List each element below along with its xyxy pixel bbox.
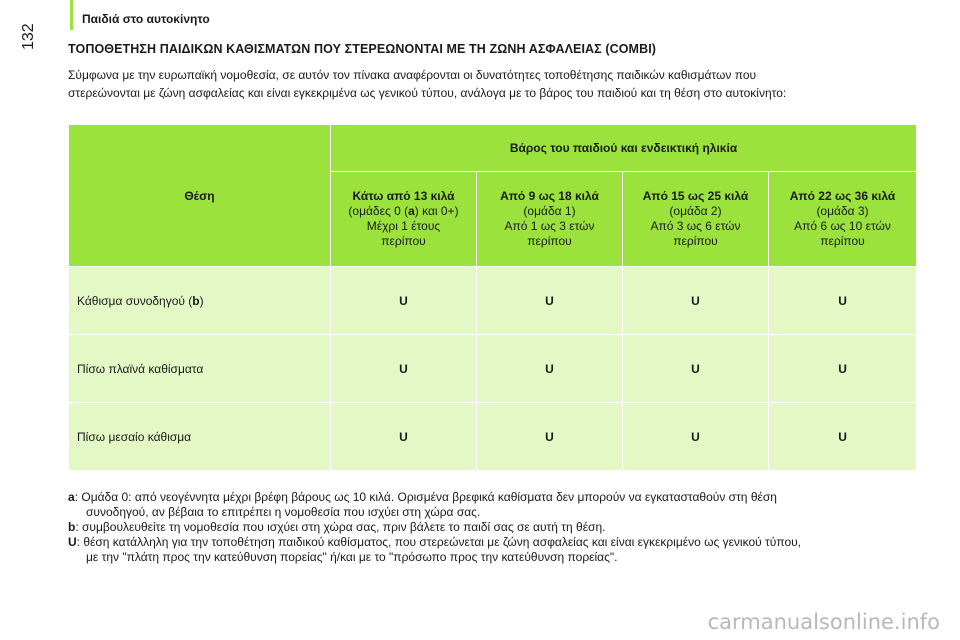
section-title: Παιδιά στο αυτοκίνητο [82,12,210,26]
footnote-u: U: θέση κατάλληλη για την τοποθέτηση παιδικού καθίσματος, που στερεώνεται με ζώνη ασφαλείας και είναι εγκεκριμένο ως γενικού τύπου, με την "πλάτη προς την κατεύθυνση πορείας" ή/και με το "πρόσωπο προς την κατεύθυνση πορείας". [68,535,802,564]
table-cell: U [477,335,623,403]
position-column-header: Θέση [69,125,331,267]
table-row [69,403,917,471]
table-cell: U [769,403,917,471]
group-header-2: Από 15 ως 25 κιλά (ομάδα 2) Από 3 ως 6 ετών περίπου [623,172,769,267]
child-seat-table [68,124,917,471]
table-cell: U [623,267,769,335]
table-cell: U [623,335,769,403]
page-heading: ΤΟΠΟΘΕΤΗΣΗ ΠΑΙΔΙΚΩΝ ΚΑΘΙΣΜΑΤΩΝ ΠΟΥ ΣΤΕΡΕΩΝΟΝΤΑΙ ΜΕ ΤΗ ΖΩΝΗ ΑΣΦΑΛΕΙΑΣ (COMBI) [68,42,657,56]
table-cell: U [331,335,477,403]
group-header-3: Από 22 ως 36 κιλά (ομάδα 3) Από 6 ως 10 ετών περίπου [769,172,917,267]
footnote-a: a: Ομάδα 0: από νεογέννητα μέχρι βρέφη βάρους ως 10 κιλά. Ορισμένα βρεφικά καθίσματα δεν μπορούν να εγκατασταθούν στη θέση συνοδηγού, αν βέβαια το επιτρέπει η νομοθεσία που ισχύει στη χώρα σας. [68,490,777,519]
row-label-passenger-seat: Κάθισμα συνοδηγού (b) [69,267,331,335]
group-header-0: Κάτω από 13 κιλά (ομάδες 0 (a) και 0+) Μέχρι 1 έτους περίπου [331,172,477,267]
table-cell: U [477,267,623,335]
intro-paragraph [68,66,918,102]
weight-column-header: Βάρος του παιδιού και ενδεικτική ηλικία [331,125,917,172]
intro-line-2: στερεώνονται με ζώνη ασφαλείας και είναι εγκεκριμένα ως γενικού τύπου, ανάλογα με το βάρος του παιδιού και τη θέση στο αυτοκίνητο: [68,86,787,100]
table-cell: U [769,267,917,335]
section-accent-bar [70,0,73,30]
footnotes [68,490,918,565]
table-row [69,335,917,403]
table-row [69,267,917,335]
row-label-rear-side-seats: Πίσω πλαϊνά καθίσματα [69,335,331,403]
table-cell: U [769,335,917,403]
table-cell: U [477,403,623,471]
row-label-rear-middle-seat: Πίσω μεσαίο κάθισμα [69,403,331,471]
table-cell: U [331,403,477,471]
group-header-1: Από 9 ως 18 κιλά (ομάδα 1) Από 1 ως 3 ετών περίπου [477,172,623,267]
intro-line-1: Σύμφωνα με την ευρωπαϊκή νομοθεσία, σε αυτόν τον πίνακα αναφέρονται οι δυνατότητες τοποθέτησης παιδικών καθισμάτων που [68,68,757,82]
table-cell: U [623,403,769,471]
table-cell: U [331,267,477,335]
footnote-b: b: συμβουλευθείτε τη νομοθεσία που ισχύει στη χώρα σας, πριν βάλετε το παιδί σας σε αυτή τη θέση. [68,520,606,534]
page-number: 132 [20,23,37,50]
watermark: carmanualsonline.info [707,610,940,634]
